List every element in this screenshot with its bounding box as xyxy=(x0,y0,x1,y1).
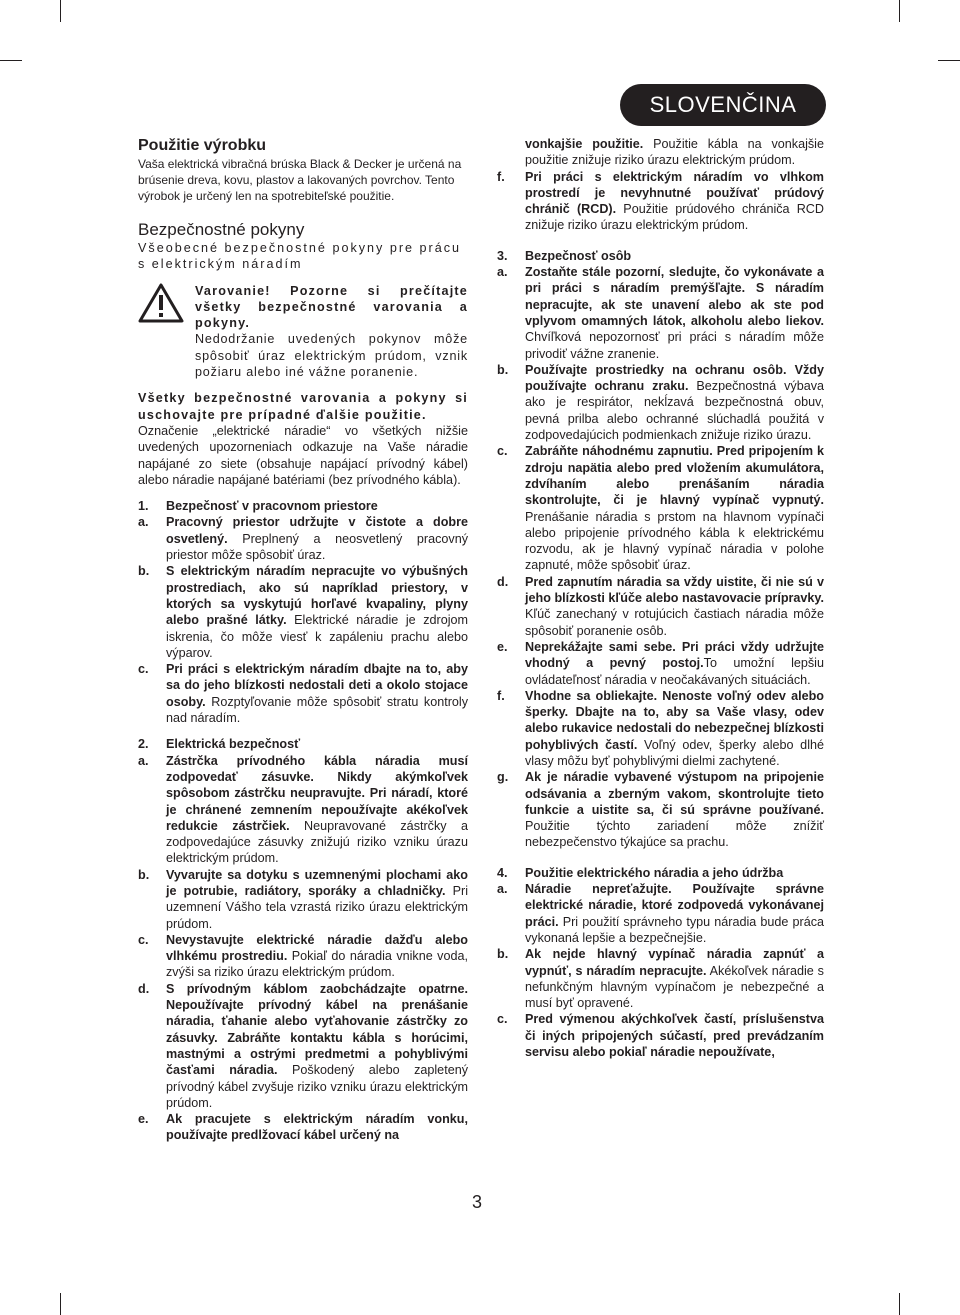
list-item xyxy=(138,563,468,661)
item-label: g. xyxy=(497,770,509,785)
item-body xyxy=(525,688,824,769)
item-label: d. xyxy=(138,981,150,996)
item-body xyxy=(166,514,468,563)
item-text: Voľný odev, šperky alebo dlhé vlasy môžu byť pohyblivými dielmi zachytené. xyxy=(525,737,824,768)
item-text: To umožní lepšiu ovládateľnosť náradia v neočakávaných situáciách. xyxy=(525,656,824,687)
item-bold: Pred zapnutím náradia sa vždy uistite, či nie sú v jeho blízkosti kľúče alebo nastavovacie prípravky. xyxy=(525,574,824,606)
item-text: Pri použití správneho typu náradia bude práca vykonaná lepšie a bezpečnejšie. xyxy=(525,914,824,945)
item-text: Bezpečnostná výbava ako je respirátor, nekĺzavá bezpečnostná obuv, pevná prilba alebo ochranné slúchadlá použitá v zodpovedajúcich podmienkach znižuje riziko úrazu. xyxy=(525,379,824,443)
item-body xyxy=(525,946,824,1011)
right-column xyxy=(497,136,824,1060)
item-bold: Pred výmenou akýchkoľvek častí, príslušenstva či iných pripojených súčastí, pred prevádzaním servisu alebo pokiaľ náradie nepoužívate, xyxy=(525,1012,824,1060)
item-bold: Nevystavujte elektrické náradie dažďu alebo vlhkému prostrediu. xyxy=(166,932,468,964)
item-text: Rozptyľovanie môže spôsobiť stratu kontroly nad náradím. xyxy=(166,694,468,726)
item-text: Použitie prúdového chrániča RCD znižuje riziko úrazu elektrickým prúdom. xyxy=(525,202,824,233)
item-text: Pri uzemnení Vášho tela vzrastá riziko úrazu elektrickým prúdom. xyxy=(166,883,468,931)
list-item xyxy=(497,1011,824,1060)
section-2-title: Elektrická bezpečnosť xyxy=(166,737,301,752)
item-body xyxy=(166,661,468,726)
item-body xyxy=(525,881,824,946)
item-text: Preplnený a neosvetlený pracovný priestor môže spôsobiť úraz. xyxy=(166,531,468,563)
item-body xyxy=(525,769,824,850)
item-label: d. xyxy=(497,574,509,589)
list-item xyxy=(497,443,824,573)
item-body xyxy=(525,1011,824,1060)
item-label: c. xyxy=(497,444,508,459)
item-body xyxy=(525,362,824,443)
item-body xyxy=(525,264,824,362)
item-body xyxy=(166,563,468,661)
item-label: b. xyxy=(497,947,509,962)
item-bold: S elektrickým náradím nepracujte vo výbušných prostrediach, ako sú napríklad priestory, v ktorých sa vyskytujú horľavé kvapaliny, plyny alebo prašné látky. xyxy=(166,564,468,628)
item-text: Použitie kábla na vonkajšie použitie znižuje riziko úrazu elektrickým prúdom. xyxy=(525,137,824,168)
item-bold: Vhodne sa obliekajte. Nenoste voľný odev alebo šperky. Dbajte na to, aby sa Vaše vlasy, odev alebo rukavice nedostali do nebezpečnej blízkosti pohyblivých častí. xyxy=(525,688,824,752)
item-body xyxy=(166,753,468,867)
item-bold: Pri práci s elektrickým náradím vo vlhkom prostredí je nevyhnutné používať prúdový chránič (RCD). xyxy=(525,169,824,217)
warning-text: Nedodržanie uvedených pokynov môže spôsobiť úraz elektrickým prúdom, vznik požiaru alebo iné vážne poranenie. xyxy=(195,332,468,380)
use-text: Vaša elektrická vibračná brúska Black & Decker je určená na brúsenie dreva, kovu, plastov a lakovaných povrchov. Tento výrobok je určený len na spotrebiteľské použitie. xyxy=(138,157,462,203)
section-1-title: Bezpečnosť v pracovnom priestore xyxy=(166,499,378,514)
item-label: a. xyxy=(138,753,149,768)
section-3-title: Bezpečnosť osôb xyxy=(525,248,632,263)
list-item xyxy=(497,264,824,362)
item-label: c. xyxy=(497,1012,508,1027)
item-bold: Ak pracujete s elektrickým náradím vonku, používajte predlžovací kábel určený na xyxy=(166,1112,468,1143)
item-body xyxy=(166,932,468,981)
section-4-number: 4. xyxy=(497,865,508,880)
crop-mark-bottom-right xyxy=(899,1293,900,1315)
item-body xyxy=(525,639,824,688)
section-3-heading xyxy=(497,248,824,264)
list-item-continued xyxy=(497,136,824,169)
crop-mark-right-top xyxy=(938,60,960,61)
section-4-title: Použitie elektrického náradia a jeho údržba xyxy=(525,865,784,880)
item-label: c. xyxy=(138,932,149,947)
item-body xyxy=(166,981,468,1111)
list-item xyxy=(497,769,824,850)
crop-mark-top-right xyxy=(899,0,900,22)
item-bold: Vyvarujte sa dotyku s uzemnenými plochami ako je potrubie, radiátory, sporáky a chladničky. xyxy=(166,867,468,898)
item-bold: Ak nejde hlavný vypínač náradia zapnúť a vypnúť, s náradím nepracujte. xyxy=(525,947,824,978)
item-text: Kľúč zanechaný v rotujúcich častiach náradia môže spôsobiť poranenie osôb. xyxy=(525,607,824,638)
item-body xyxy=(525,574,824,639)
item-text: Prenášanie náradia s prstom na hlavnom vypínači alebo pripojenie prívodného kábla k elektrickému rozvodu, ak je hlavný vypínač náradia v polohe zapnuté, môže spôsobiť úraz. xyxy=(525,509,824,573)
page-number: 3 xyxy=(472,1192,483,1212)
item-body xyxy=(525,169,824,234)
item-label: a. xyxy=(138,515,149,530)
language-badge: SLOVENČINA xyxy=(620,84,826,126)
item-bold: S prívodným káblom zaobchádzajte opatrne. Nepoužívajte prívodný kábel na prenášanie náradia, ťahanie alebo vyťahovanie zástrčky zo zásuvky. Zabráňte kontaktu kábla s horúcimi, mastnými a ostrými predmetmi a pohyblivými časťami náradia. xyxy=(166,981,468,1078)
item-bold: Pri práci s elektrickým náradím dbajte na to, aby sa do jeho blízkosti nedostali deti a okolo stojace osoby. xyxy=(166,662,468,709)
crop-mark-bottom-left xyxy=(60,1293,61,1315)
power-tool-term-text: Označenie „elektrické náradie“ vo všetkých nižšie uvedených upozorneniach odkazuje na Vaše náradie napájané zo siete (obsahuje napájací prívodný kábel) alebo náradie napájané batériami (bez prívodného kábla). xyxy=(138,423,468,487)
item-bold: Používajte prostriedky na ochranu osôb. Vždy používajte ochranu zraku. xyxy=(525,362,824,394)
item-bold: Pracovný priestor udržujte v čistote a dobre osvetlený. xyxy=(166,515,468,546)
list-item xyxy=(138,932,468,981)
section-2-heading xyxy=(138,736,468,752)
item-label: b. xyxy=(497,362,509,377)
warning-bold-text: Varovanie! Pozorne si prečítajte všetky bezpečnostné varovania a pokyny. xyxy=(195,283,468,331)
item-body xyxy=(166,867,468,932)
crop-mark-left-top xyxy=(0,60,22,61)
safety-title: Bezpečnostné pokyny xyxy=(138,220,305,239)
item-text: Elektrické náradie je zdrojom iskrenia, čo môže viesť k zapáleniu prachu alebo výparov. xyxy=(166,613,468,660)
section-1-heading xyxy=(138,498,468,514)
section-1-number: 1. xyxy=(138,499,149,514)
item-label: a. xyxy=(497,265,508,280)
item-label: e. xyxy=(138,1112,149,1127)
list-item xyxy=(497,362,824,443)
item-label-empty xyxy=(497,136,525,169)
list-item xyxy=(497,169,824,234)
item-bold: Náradie nepreťažujte. Používajte správne elektrické náradie, ktoré zodpovedá vykonávanej práci. xyxy=(525,882,824,929)
item-text: Použitie týchto zariadení môže znížiť nebezpečenstvo týkajúce sa prachu. xyxy=(525,819,824,850)
item-bold: Neprekážajte sami sebe. Pri práci vždy udržujte vhodný a pevný postoj. xyxy=(525,639,824,671)
item-text: Chvíľková nepozornosť pri práci s náradím môže privodiť vážne zranenie. xyxy=(525,330,824,361)
item-text: Akékoľvek náradie s nefunkčným hlavným vypínačom je nebezpečné a musí byť opravené. xyxy=(525,963,824,1011)
section-2-number: 2. xyxy=(138,737,149,752)
list-item xyxy=(497,881,824,946)
use-title: Použitie výrobku xyxy=(138,137,267,154)
section-3-number: 3. xyxy=(497,248,508,263)
keep-instructions-text: Všetky bezpečnostné varovania a pokyny si uschovajte pre prípadné ďalšie použitie. xyxy=(138,391,468,422)
section-4-heading xyxy=(497,865,824,881)
item-bold: Ak je náradie vybavené výstupom na pripojenie odsávania a zberným vakom, skontrolujte tieto funkcie a uistite sa, či sú správne používané. xyxy=(525,770,824,817)
list-item xyxy=(497,946,824,1011)
item-label: a. xyxy=(497,882,508,897)
item-body xyxy=(525,136,824,169)
item-body xyxy=(166,1111,468,1144)
warning-triangle-icon xyxy=(138,283,195,381)
item-text: Poškodený alebo zapletený prívodný kábel zvyšuje riziko vzniku úrazu elektrickým prúdom. xyxy=(166,1063,468,1110)
item-bold: Zástrčka prívodného kábla náradia musí zodpovedať zásuvke. Nikdy akýmkoľvek spôsobom zástrčku neupravujte. Pri náradí, ktoré je chránené zemnením nepoužívajte akékoľvek redukcie zástrčiek. xyxy=(166,753,468,833)
item-label: e. xyxy=(497,639,508,654)
item-label: b. xyxy=(138,867,150,882)
item-text: Neupravované zástrčky a zodpovedajúce zásuvky znižujú riziko vzniku úrazu elektrickým prúdom. xyxy=(166,818,468,866)
list-item xyxy=(497,574,824,639)
item-body xyxy=(525,443,824,573)
list-item xyxy=(138,1111,468,1144)
item-text: Pokiaľ do náradia vnikne voda, zvýši sa riziko úrazu elektrickým prúdom. xyxy=(166,949,468,980)
item-bold: Zabráňte náhodnému zapnutiu. Pred pripojením k zdroju napätia alebo pred vložením akumulátora, zdvíhaním alebo prenášaním náradia skontrolujte, či je hlavný vypínač vypnutý. xyxy=(525,444,824,508)
list-item xyxy=(138,753,468,867)
item-label: c. xyxy=(138,662,149,677)
list-item xyxy=(497,639,824,688)
item-label: f. xyxy=(497,169,505,184)
list-item xyxy=(138,867,468,932)
list-item xyxy=(138,514,468,563)
item-label: b. xyxy=(138,564,150,579)
list-item xyxy=(138,661,468,726)
crop-mark-top-left xyxy=(60,0,61,22)
list-item xyxy=(497,688,824,769)
list-item xyxy=(138,981,468,1111)
item-label: f. xyxy=(497,688,505,703)
left-column xyxy=(138,136,468,1144)
item-bold: vonkajšie použitie. xyxy=(525,137,644,151)
item-bold: Zostaňte stále pozorní, sledujte, čo vykonávate a pri práci s náradím premýšľajte. S náradím nepracujte, ak ste unavení alebo ak ste pod vplyvom omamných látok, alkoholu alebo liekov. xyxy=(525,265,824,328)
warning-block xyxy=(138,283,468,381)
general-title: Všeobecné bezpečnostné pokyny pre prácu s elektrickým náradím xyxy=(138,241,462,272)
